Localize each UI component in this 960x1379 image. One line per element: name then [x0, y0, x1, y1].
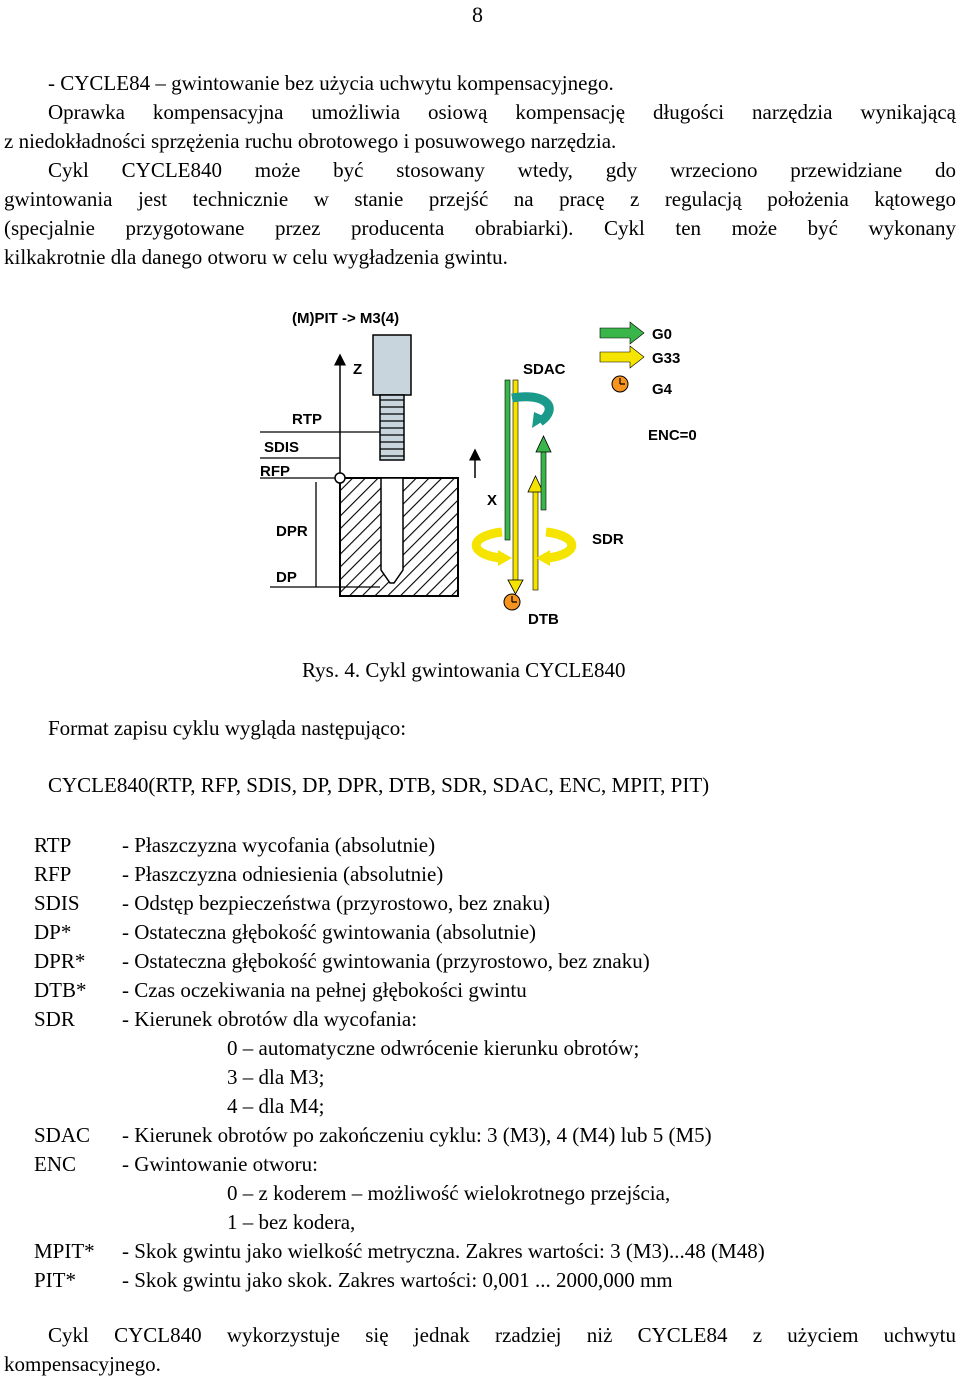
param-desc: - Skok gwintu jako wielkość metryczna. Zakres wartości: 3 (M3)...48 (M48) [122, 1239, 765, 1263]
legend-g4 [612, 376, 673, 398]
enc-option-text: 1 – bez kodera, [227, 1210, 356, 1234]
param-name: DP* [34, 920, 72, 944]
sdr-label: SDR [592, 531, 624, 548]
page-number: 8 [472, 2, 483, 27]
sdis-label: SDIS [264, 439, 300, 456]
param-desc: - Skok gwintu jako skok. Zakres wartości: 0,001 ... 2000,000 mm [122, 1268, 673, 1292]
format-intro: Format zapisu cyklu wygląda następująco: [48, 716, 407, 740]
legend-g33-label: G33 [652, 350, 681, 367]
sdac-label: SDAC [523, 361, 566, 378]
param-desc: - Płaszczyzna odniesienia (absolutnie) [122, 862, 444, 886]
param-desc: - Kierunek obrotów po zakończeniu cyklu: 3 (M3), 4 (M4) lub 5 (M5) [122, 1123, 712, 1147]
intro-line-5: gwintowania jest technicznie w stanie przejść na pracę z regulacją położenia kątowego [4, 187, 956, 211]
param-desc: - Kierunek obrotów dla wycofania: [122, 1007, 418, 1031]
legend-g0-label: G0 [652, 326, 673, 343]
param-desc: - Czas oczekiwania na pełnej głębokości gwintu [122, 978, 527, 1002]
sdr-option-text: 4 – dla M4; [227, 1094, 325, 1118]
workpiece [340, 478, 458, 596]
closing-line-2: kompensacyjnego. [4, 1352, 161, 1376]
figure-caption: Rys. 4. Cykl gwintowania CYCLE840 [302, 658, 626, 682]
param-name: MPIT* [34, 1239, 95, 1263]
param-desc: - Płaszczyzna wycofania (absolutnie) [122, 833, 436, 857]
intro-line-2: Oprawka kompensacyjna umożliwia osiową kompensację długości narzędzia wynikającą [48, 100, 956, 124]
param-name: SDIS [34, 891, 80, 915]
rapid-arrow-down [505, 380, 510, 540]
intro-line-4: Cykl CYCLE840 może być stosowany wtedy, gdy wrzeciono przewidziane do [48, 158, 956, 182]
param-name: SDAC [34, 1123, 91, 1147]
param-name: DTB* [34, 978, 87, 1002]
param-desc: - Ostateczna głębokość gwintowania (przyrostowo, bez znaku) [122, 949, 650, 973]
fig-header: (M)PIT -> M3(4) [292, 310, 400, 327]
intro-line-1: - CYCLE84 – gwintowanie bez użycia uchwytu kompensacyjnego. [48, 71, 614, 95]
dpr-label: DPR [276, 523, 308, 540]
param-name: RFP [34, 862, 72, 886]
legend-g0 [600, 322, 672, 344]
cycle840-diagram [250, 300, 720, 640]
param-name: ENC [34, 1152, 76, 1176]
intro-line-3: z niedokładności sprzężenia ruchu obrotowego i posuwowego narzędzia. [4, 129, 617, 153]
param-name: SDR [34, 1007, 75, 1031]
sdr-option-text: 3 – dla M3; [227, 1065, 325, 1089]
dp-label: DP [276, 569, 297, 586]
rtp-label: RTP [292, 411, 322, 428]
param-name: PIT* [34, 1268, 76, 1292]
intro-line-7: kilkakrotnie dla danego otworu w celu wygładzenia gwintu. [4, 245, 508, 269]
x-label: X [487, 492, 498, 509]
intro-line-6: (specjalnie przygotowane przez producenta obrabiarki). Cykl ten może być wykonany [4, 216, 956, 240]
intro-paragraph [4, 69, 956, 272]
cycle-syntax: CYCLE840(RTP, RFP, SDIS, DP, DPR, DTB, SDR, SDAC, ENC, MPIT, PIT) [48, 773, 710, 797]
param-desc: - Ostateczna głębokość gwintowania (absolutnie) [122, 920, 537, 944]
param-name: RTP [34, 833, 72, 857]
sdr-option-text: 0 – automatyczne odwrócenie kierunku obrotów; [227, 1036, 640, 1060]
z-label: Z [353, 361, 363, 378]
param-name: DPR* [34, 949, 86, 973]
dtb-label: DTB [528, 611, 559, 628]
legend-g4-label: G4 [652, 381, 673, 398]
closing-line-1: Cykl CYCL840 wykorzystuje się jednak rzadziej niż CYCLE84 z użyciem uchwytu [48, 1323, 956, 1347]
param-desc: - Gwintowanie otworu: [122, 1152, 318, 1176]
tool-holder [373, 335, 411, 395]
rfp-label: RFP [260, 463, 290, 480]
enc-option-text: 0 – z koderem – możliwość wielokrotnego przejścia, [227, 1181, 671, 1205]
param-desc: - Odstęp bezpieczeństwa (przyrostowo, bez znaku) [122, 891, 550, 915]
legend-g33 [600, 346, 680, 368]
rotation-arrowhead-left [498, 550, 512, 566]
closing-paragraph [4, 1321, 956, 1379]
tool-tap [380, 395, 404, 460]
enc-label: ENC=0 [648, 427, 697, 444]
origin-marker [335, 473, 345, 483]
